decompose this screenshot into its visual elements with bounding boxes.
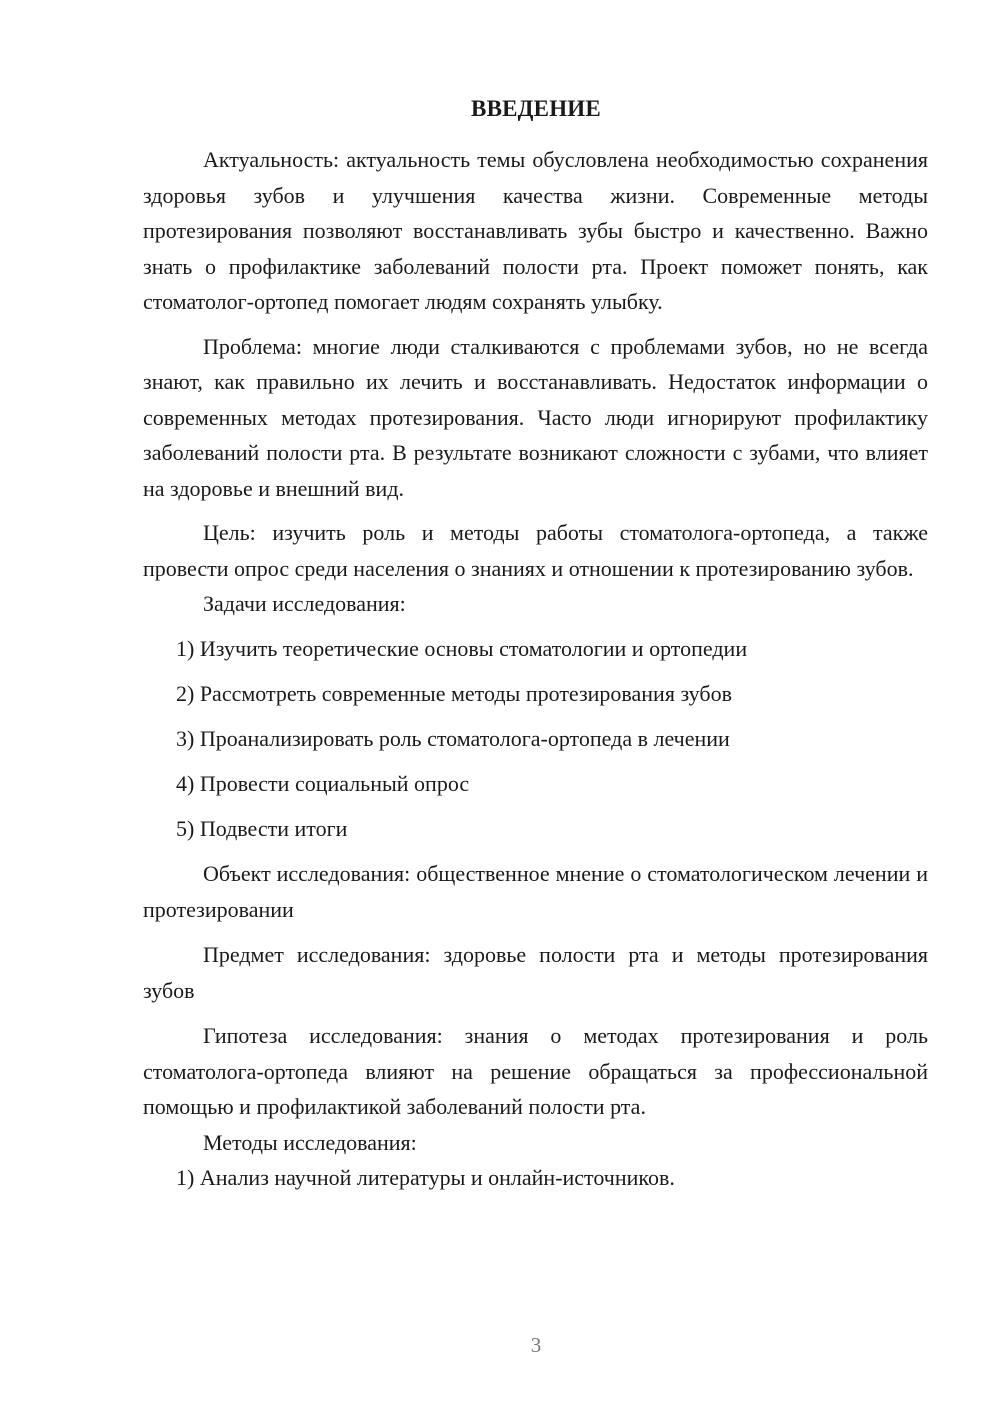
task-item: 4) Провести социальный опрос — [176, 771, 470, 796]
method-item: 1) Анализ научной литературы и онлайн-источников. — [176, 1165, 675, 1190]
tasks-title: Задачи исследования: — [203, 591, 406, 616]
paragraph-problem: Проблема: многие люди сталкиваются с проблемами зубов, но не всегда знают, как правильно их лечить и восстанавливать. Недостаток информации о современных методах протезирования. Часто люди игнорируют профилактику заболеваний полости рта. В результате возникают сложности с зубами, что влияет на здоровье и внешний вид. — [143, 333, 928, 501]
task-item: 5) Подвести итоги — [176, 816, 348, 841]
methods-title: Методы исследования: — [203, 1129, 417, 1155]
task-item: 3) Проанализировать роль стоматолога-ортопеда в лечении — [176, 726, 730, 751]
paragraph-relevance: Актуальность: актуальность темы обусловлена необходимостью сохранения здоровья зубов и улучшения качества жизни. Современные методы протезирования позволяют восстанавливать зубы быстро и качественно. Важно знать о профилактике заболеваний полости рта. Проект поможет понять, как стоматолог-ортопед помогает людям сохранять улыбку. — [143, 147, 928, 314]
task-item: 2) Рассмотреть современные методы протезирования зубов — [176, 681, 732, 706]
task-item: 1) Изучить теоретические основы стоматологии и ортопедии — [176, 636, 748, 661]
page-number: 3 — [530, 1333, 542, 1357]
paragraph-object: Объект исследования: общественное мнение о стоматологическом лечении и протезировании — [143, 861, 928, 922]
section-heading: ВВЕДЕНИЕ — [471, 96, 601, 121]
page-content — [143, 142, 928, 1196]
paragraph-goal: Цель: изучить роль и методы работы стоматолога-ортопеда, а также провести опрос среди населения о знаниях и отношении к протезированию зубов. — [143, 520, 928, 581]
paragraph-hypothesis: Гипотеза исследования: знания о методах протезирования и роль стоматолога-ортопеда влияют на решение обращаться за профессиональной помощью и профилактикой заболеваний полости рта. — [143, 1023, 928, 1119]
paragraph-subject: Предмет исследования: здоровье полости рта и методы протезирования зубов — [143, 942, 928, 1003]
